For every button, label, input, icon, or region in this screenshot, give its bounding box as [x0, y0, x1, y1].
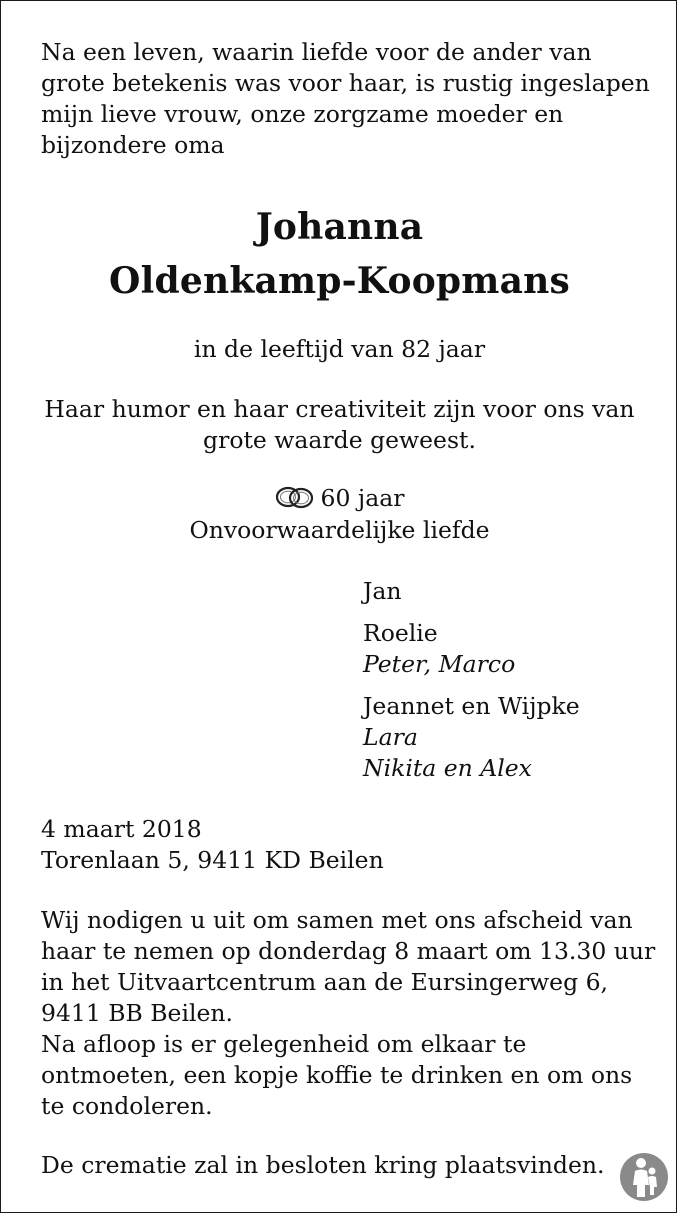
age-line: in de leeftijd van 82 jaar	[193, 335, 486, 363]
deceased-first-name: Johanna	[255, 206, 424, 248]
grandchildren: Lara	[363, 723, 418, 751]
intro-line: Na een leven, waarin liefde voor de ander van	[41, 38, 592, 66]
intro-line: bijzondere oma	[41, 131, 225, 159]
marriage-motto: Onvoorwaardelijke liefde	[189, 516, 490, 544]
intro-paragraph	[41, 37, 650, 161]
family-member: Jeannet en Wijpke	[363, 692, 580, 720]
invitation-paragraph	[41, 905, 656, 1122]
invitation-line: Wij nodigen u uit om samen met ons afscheid van	[41, 906, 633, 934]
marriage-years: 60 jaar	[320, 484, 405, 512]
invitation-line: Na afloop is er gelegenheid om elkaar te	[41, 1030, 527, 1058]
closing-line: De crematie zal in besloten kring plaatsvinden.	[41, 1151, 605, 1179]
invitation-line: ontmoeten, een kopje koffie te drinken en om ons	[41, 1061, 633, 1089]
invitation-line: 9411 BB Beilen.	[41, 999, 234, 1027]
date-address-block	[41, 814, 641, 876]
tribute-paragraph	[1, 394, 677, 456]
deceased-surname: Oldenkamp-Koopmans	[109, 260, 570, 302]
home-address: Torenlaan 5, 9411 KD Beilen	[41, 846, 384, 874]
family-group	[363, 576, 402, 607]
family-group	[363, 618, 515, 680]
family-group	[363, 691, 580, 784]
publisher-logo-icon	[619, 1151, 669, 1203]
invitation-line: te condoleren.	[41, 1092, 213, 1120]
invitation-line: haar te nemen op donderdag 8 maart om 13.30 uur	[41, 937, 656, 965]
date: 4 maart 2018	[41, 815, 202, 843]
invitation-line: in het Uitvaartcentrum aan de Eursingerweg 6,	[41, 968, 609, 996]
family-member: Roelie	[363, 619, 438, 647]
grandchildren: Nikita en Alex	[363, 754, 532, 782]
family-member: Jan	[363, 577, 402, 605]
marriage-years-line	[1, 483, 677, 517]
intro-line: mijn lieve vrouw, onze zorgzame moeder en	[41, 100, 564, 128]
tribute-line: Haar humor en haar creativiteit zijn voor ons van	[44, 395, 635, 423]
wedding-rings-icon	[275, 485, 315, 517]
grandchildren: Peter, Marco	[363, 650, 516, 678]
tribute-line: grote waarde geweest.	[203, 426, 476, 454]
intro-line: grote betekenis was voor haar, is rustig ingeslapen	[41, 69, 650, 97]
